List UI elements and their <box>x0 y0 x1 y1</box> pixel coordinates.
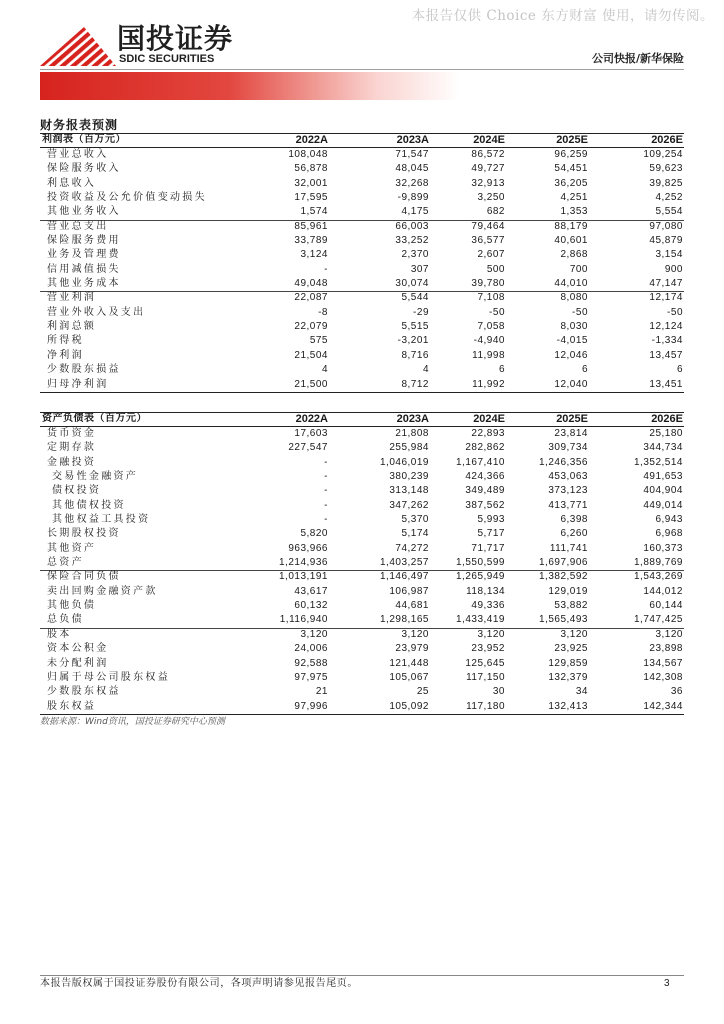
cell-value: 5,993 <box>477 514 505 526</box>
cell-value: 349,489 <box>465 485 505 497</box>
cell-value: 4 <box>321 364 328 376</box>
year-header: 2022A <box>295 413 328 425</box>
row-label: 股东权益 <box>47 700 97 712</box>
year-header: 2022A <box>295 134 328 146</box>
cell-value: 45,879 <box>649 235 683 247</box>
cell-value: 8,030 <box>560 321 588 333</box>
footer-disclaimer: 本报告版权属于国投证券股份有限公司，各项声明请参见报告尾页。 <box>40 978 358 989</box>
cell-value: 11,998 <box>472 349 505 361</box>
cell-value: 36,205 <box>554 177 588 189</box>
cell-value: 121,448 <box>389 657 429 669</box>
cell-value: 111,741 <box>549 542 588 554</box>
balance-sheet-table <box>40 412 684 715</box>
cell-value: 56,878 <box>294 163 328 175</box>
table-row <box>40 148 684 162</box>
cell-value: 30 <box>492 686 505 698</box>
cell-value: 47,147 <box>649 278 683 290</box>
cell-value: 3,120 <box>477 628 505 640</box>
footer-divider <box>40 975 684 976</box>
table-title: 资产负债表（百万元） <box>42 413 147 424</box>
table-row <box>40 306 684 320</box>
cell-value: 34 <box>575 686 588 698</box>
table-row <box>40 427 684 441</box>
table-row <box>40 470 684 484</box>
cell-value: 1,298,165 <box>380 614 429 626</box>
cell-value: 118,134 <box>466 585 505 597</box>
cell-value: 1,214,936 <box>279 557 328 569</box>
table-row <box>40 349 684 363</box>
report-type-label: 公司快报/新华保险 <box>591 52 684 65</box>
cell-value: 23,814 <box>554 428 588 439</box>
cell-value: 682 <box>486 206 505 218</box>
table-row <box>40 700 684 714</box>
cell-value: 66,003 <box>395 220 429 232</box>
table-row <box>40 585 684 599</box>
table-row <box>40 556 684 570</box>
cell-value: 1,046,019 <box>380 456 429 468</box>
cell-value: 79,464 <box>471 220 505 232</box>
table-row <box>40 441 684 455</box>
cell-value: 22,893 <box>471 428 505 439</box>
cell-value: 453,063 <box>548 471 588 483</box>
year-header: 2025E <box>556 413 588 425</box>
cell-value: 44,681 <box>395 600 429 612</box>
cell-value: 49,048 <box>294 278 328 290</box>
cell-value: 125,645 <box>465 657 505 669</box>
cell-value: 3,120 <box>401 628 429 640</box>
logo-chinese-name: 国投证券 <box>117 22 234 55</box>
cell-value: 373,123 <box>548 485 588 497</box>
cell-value: 404,904 <box>643 485 683 497</box>
cell-value: 86,572 <box>471 149 505 160</box>
cell-value: 1,265,949 <box>456 571 505 583</box>
cell-value: 413,771 <box>548 499 588 511</box>
table-header-row <box>40 412 684 427</box>
cell-value: 36,577 <box>471 235 505 247</box>
cell-value: 105,092 <box>389 700 429 712</box>
row-label: 营业外收入及支出 <box>47 306 146 318</box>
cell-value: 32,268 <box>395 177 429 189</box>
cell-value: 71,717 <box>471 542 505 554</box>
cell-value: 347,262 <box>389 499 429 511</box>
row-label: 业务及管理费 <box>47 249 121 261</box>
row-label: 其他资产 <box>47 542 97 554</box>
cell-value: -4,015 <box>556 335 588 347</box>
cell-value: 6,398 <box>560 514 588 526</box>
cell-value: 7,108 <box>477 292 505 304</box>
cell-value: -50 <box>489 306 505 318</box>
cell-value: 49,727 <box>471 163 505 175</box>
cell-value: 106,987 <box>389 585 429 597</box>
cell-value: -1,334 <box>651 335 683 347</box>
cell-value: 96,259 <box>554 149 588 160</box>
table-row <box>40 671 684 685</box>
cell-value: 142,308 <box>643 671 683 683</box>
table-row <box>40 456 684 470</box>
cell-value: 227,547 <box>288 442 328 454</box>
cell-value: 6,260 <box>560 528 588 540</box>
row-label: 营业总支出 <box>47 220 109 232</box>
cell-value: 7,058 <box>477 321 505 333</box>
cell-value: 6 <box>676 364 683 376</box>
cell-value: 85,961 <box>294 220 328 232</box>
cell-value: 109,254 <box>643 149 683 160</box>
row-label: 利息收入 <box>47 177 97 189</box>
year-header: 2024E <box>473 413 505 425</box>
cell-value: 92,588 <box>294 657 328 669</box>
row-label: 金融投资 <box>47 456 97 468</box>
cell-value: -9,899 <box>397 192 429 204</box>
cell-value: 17,595 <box>294 192 328 204</box>
row-label: 未分配利润 <box>47 657 109 669</box>
watermark-text: 本报告仅供 Choice 东方财富 使用，请勿传阅。 <box>411 8 714 24</box>
cell-value: 48,045 <box>395 163 429 175</box>
cell-value: 160,373 <box>643 542 683 554</box>
year-header: 2024E <box>473 134 505 146</box>
cell-value: 117,150 <box>466 671 505 683</box>
cell-value: -50 <box>572 306 588 318</box>
cell-value: 4 <box>422 364 429 376</box>
income-statement-table <box>40 133 684 393</box>
cell-value: 313,148 <box>389 485 429 497</box>
cell-value: - <box>324 485 328 497</box>
table-row <box>40 499 684 513</box>
cell-value: -8 <box>318 306 328 318</box>
row-label: 债权投资 <box>52 485 102 497</box>
cell-value: 4,252 <box>655 192 683 204</box>
cell-value: 22,087 <box>294 292 328 304</box>
cell-value: 1,889,769 <box>634 557 683 569</box>
row-label: 信用减值损失 <box>47 263 121 275</box>
cell-value: 97,996 <box>294 700 328 712</box>
table-row <box>40 205 684 219</box>
cell-value: 5,544 <box>401 292 429 304</box>
cell-value: 1,433,419 <box>456 614 505 626</box>
table-row <box>40 363 684 377</box>
table-row <box>40 320 684 334</box>
cell-value: 307 <box>410 263 429 275</box>
row-label: 利润总额 <box>47 321 97 333</box>
row-label: 定期存款 <box>47 442 97 454</box>
cell-value: 4,175 <box>401 206 429 218</box>
cell-value: 11,992 <box>472 378 505 390</box>
cell-value: 1,246,356 <box>539 456 588 468</box>
cell-value: 24,006 <box>294 643 328 655</box>
cell-value: 1,382,592 <box>539 571 588 583</box>
cell-value: 1,550,599 <box>456 557 505 569</box>
cell-value: 380,239 <box>389 471 429 483</box>
cell-value: 25 <box>416 686 429 698</box>
cell-value: 12,040 <box>554 378 588 390</box>
cell-value: 6,943 <box>655 514 683 526</box>
header-divider <box>40 69 684 70</box>
cell-value: 3,120 <box>560 628 588 640</box>
cell-value: 88,179 <box>554 220 588 232</box>
cell-value: 700 <box>569 263 588 275</box>
cell-value: 117,180 <box>466 700 505 712</box>
table-row <box>40 177 684 191</box>
year-header: 2023A <box>396 134 429 146</box>
cell-value: -3,201 <box>397 335 429 347</box>
cell-value: 3,124 <box>300 249 328 261</box>
row-label: 营业总收入 <box>47 149 109 160</box>
cell-value: 1,747,425 <box>634 614 683 626</box>
cell-value: 49,336 <box>471 600 505 612</box>
table-row <box>40 484 684 498</box>
cell-value: 500 <box>486 263 505 275</box>
cell-value: - <box>324 471 328 483</box>
cell-value: 8,080 <box>560 292 588 304</box>
row-label: 归母净利润 <box>47 378 109 390</box>
cell-value: 43,617 <box>294 585 328 597</box>
cell-value: 12,046 <box>554 349 588 361</box>
section-title: 财务报表预测 <box>40 118 119 132</box>
cell-value: 129,859 <box>548 657 588 669</box>
row-label: 营业利润 <box>47 292 97 304</box>
cell-value: 129,019 <box>548 585 588 597</box>
cell-value: 900 <box>664 263 683 275</box>
cell-value: 449,014 <box>643 499 683 511</box>
cell-value: 4,251 <box>560 192 588 204</box>
table-row <box>40 542 684 556</box>
cell-value: 1,116,940 <box>279 614 328 626</box>
cell-value: 33,252 <box>395 235 429 247</box>
row-label: 股本 <box>47 628 72 640</box>
row-label: 保险服务收入 <box>47 163 121 175</box>
cell-value: 23,925 <box>554 643 588 655</box>
year-header: 2023A <box>396 413 429 425</box>
cell-value: 53,882 <box>554 600 588 612</box>
logo-english-name: SDIC SECURITIES <box>119 53 215 65</box>
row-label: 少数股东损益 <box>47 364 121 376</box>
cell-value: 5,820 <box>300 528 328 540</box>
cell-value: 36 <box>670 686 683 698</box>
cell-value: 23,898 <box>649 643 683 655</box>
year-header: 2026E <box>651 134 683 146</box>
table-row <box>40 513 684 527</box>
cell-value: 33,789 <box>294 235 328 247</box>
row-label: 净利润 <box>47 349 84 361</box>
row-label: 保险合同负债 <box>47 571 121 583</box>
cell-value: - <box>324 456 328 468</box>
cell-value: 3,120 <box>655 628 683 640</box>
cell-value: 60,144 <box>649 600 683 612</box>
cell-value: 963,966 <box>288 542 328 554</box>
table-row <box>40 162 684 176</box>
cell-value: 1,403,257 <box>380 557 429 569</box>
cell-value: 132,379 <box>548 671 588 683</box>
cell-value: 74,272 <box>395 542 429 554</box>
cell-value: 40,601 <box>554 235 588 247</box>
table-row <box>40 277 684 291</box>
cell-value: 54,451 <box>554 163 588 175</box>
table-row <box>40 334 684 348</box>
cell-value: 1,565,493 <box>539 614 588 626</box>
cell-value: 21,808 <box>395 428 429 439</box>
row-label: 其他权益工具投资 <box>52 514 151 526</box>
cell-value: 2,868 <box>560 249 588 261</box>
cell-value: 491,653 <box>643 471 683 483</box>
table-title: 利润表（百万元） <box>42 134 126 145</box>
cell-value: 142,344 <box>643 700 683 712</box>
cell-value: - <box>324 514 328 526</box>
cell-value: 22,079 <box>294 321 328 333</box>
table-row <box>40 657 684 671</box>
logo-mark-shape <box>40 27 116 66</box>
row-label: 其他负债 <box>47 600 97 612</box>
cell-value: 134,567 <box>643 657 683 669</box>
cell-value: 144,012 <box>643 585 683 597</box>
table-row <box>40 378 684 392</box>
table-row <box>40 685 684 699</box>
page-number: 3 <box>664 978 670 989</box>
sdic-logo-icon <box>40 27 116 66</box>
cell-value: 5,717 <box>477 528 505 540</box>
cell-value: 5,554 <box>655 206 683 218</box>
cell-value: 25,180 <box>649 428 683 439</box>
cell-value: 8,712 <box>401 378 429 390</box>
cell-value: 3,120 <box>300 628 328 640</box>
cell-value: 1,574 <box>300 206 328 218</box>
cell-value: 12,174 <box>649 292 683 304</box>
cell-value: 5,515 <box>401 321 429 333</box>
row-label: 少数股东权益 <box>47 686 121 698</box>
row-label: 总负债 <box>47 614 84 626</box>
cell-value: 21,500 <box>294 378 328 390</box>
cell-value: 6 <box>498 364 505 376</box>
row-label: 资本公积金 <box>47 643 109 655</box>
table-row <box>40 599 684 613</box>
cell-value: 1,146,497 <box>380 571 429 583</box>
cell-value: 32,001 <box>294 177 328 189</box>
source-note: 数据来源：Wind资讯，国投证券研究中心预测 <box>40 717 225 727</box>
cell-value: 6,968 <box>655 528 683 540</box>
row-label: 归属于母公司股东权益 <box>47 671 170 683</box>
year-header: 2026E <box>651 413 683 425</box>
cell-value: 5,370 <box>401 514 429 526</box>
row-label: 投资收益及公允价值变动损失 <box>47 192 207 204</box>
table-row <box>40 570 684 584</box>
cell-value: 97,080 <box>649 220 683 232</box>
cell-value: 13,457 <box>649 349 683 361</box>
cell-value: 282,862 <box>465 442 505 454</box>
cell-value: 2,607 <box>477 249 505 261</box>
cell-value: 39,780 <box>471 278 505 290</box>
cell-value: 59,623 <box>649 163 683 175</box>
table-row <box>40 291 684 305</box>
cell-value: -29 <box>413 306 429 318</box>
cell-value: 255,984 <box>389 442 429 454</box>
cell-value: 3,250 <box>477 192 505 204</box>
cell-value: 32,913 <box>471 177 505 189</box>
cell-value: 575 <box>309 335 328 347</box>
cell-value: 13,451 <box>649 378 683 390</box>
cell-value: 108,048 <box>288 149 328 160</box>
row-label: 交易性金融资产 <box>52 471 139 483</box>
table-row <box>40 613 684 627</box>
table-row <box>40 220 684 234</box>
table-row <box>40 642 684 656</box>
row-label: 其他业务收入 <box>47 206 121 218</box>
cell-value: 424,366 <box>465 471 505 483</box>
cell-value: -50 <box>667 306 683 318</box>
row-label: 保险服务费用 <box>47 235 121 247</box>
table-row <box>40 191 684 205</box>
year-header: 2025E <box>556 134 588 146</box>
cell-value: 132,413 <box>548 700 588 712</box>
cell-value: 1,013,191 <box>279 571 328 583</box>
table-header-row <box>40 133 684 148</box>
cell-value: 1,543,269 <box>634 571 683 583</box>
cell-value: 8,716 <box>401 349 429 361</box>
table-row <box>40 234 684 248</box>
cell-value: 105,067 <box>389 671 429 683</box>
cell-value: 6 <box>581 364 588 376</box>
cell-value: 21 <box>315 686 328 698</box>
cell-value: 30,074 <box>395 278 429 290</box>
cell-value: 1,167,410 <box>456 456 505 468</box>
table-row <box>40 527 684 541</box>
cell-value: 5,174 <box>401 528 429 540</box>
cell-value: 21,504 <box>294 349 328 361</box>
row-label: 卖出回购金融资产款 <box>47 585 158 597</box>
header-red-bar <box>40 72 460 100</box>
row-label: 长期股权投资 <box>47 528 121 540</box>
cell-value: - <box>324 263 328 275</box>
cell-value: 17,603 <box>294 428 328 439</box>
table-row <box>40 248 684 262</box>
row-label: 货币资金 <box>47 428 97 439</box>
table-row <box>40 628 684 642</box>
cell-value: 23,952 <box>471 643 505 655</box>
cell-value: 44,010 <box>554 278 588 290</box>
cell-value: -4,940 <box>473 335 505 347</box>
table-row <box>40 263 684 277</box>
cell-value: 60,132 <box>294 600 328 612</box>
cell-value: 12,124 <box>649 321 683 333</box>
row-label: 其他债权投资 <box>52 499 126 511</box>
cell-value: 387,562 <box>465 499 505 511</box>
row-label: 所得税 <box>47 335 84 347</box>
cell-value: - <box>324 499 328 511</box>
cell-value: 71,547 <box>395 149 429 160</box>
cell-value: 309,734 <box>548 442 588 454</box>
cell-value: 1,352,514 <box>634 456 683 468</box>
cell-value: 344,734 <box>643 442 683 454</box>
cell-value: 2,370 <box>401 249 429 261</box>
cell-value: 23,979 <box>395 643 429 655</box>
row-label: 总资产 <box>47 557 84 569</box>
row-label: 其他业务成本 <box>47 278 121 290</box>
cell-value: 1,353 <box>560 206 588 218</box>
cell-value: 39,825 <box>649 177 683 189</box>
cell-value: 1,697,906 <box>539 557 588 569</box>
cell-value: 97,975 <box>294 671 328 683</box>
cell-value: 3,154 <box>655 249 683 261</box>
